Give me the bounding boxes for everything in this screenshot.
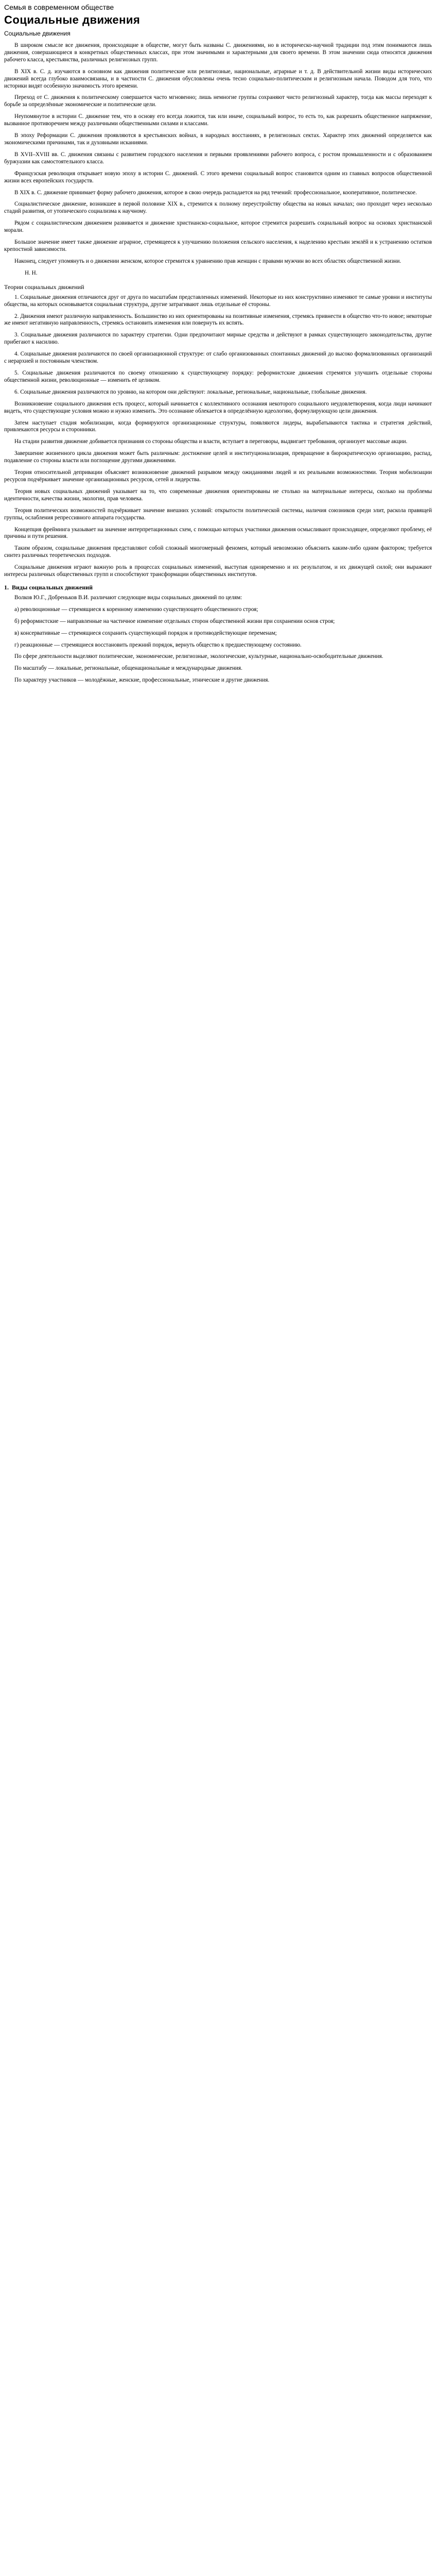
body-paragraph: В эпоху Реформации С. движения проявляются в крестьянских войнах, в народных восстаниях, в религиозных сектах. Характер этих движений определяется как экономическими причинами, так и духовными исканиями. bbox=[4, 132, 432, 146]
theory-more-paragraph: На стадии развития движение добивается признания со стороны общества и власти, вступает в переговоры, выдвигает требования, организует массовые акции. bbox=[14, 438, 408, 445]
theory-more-paragraph: Теория относительной депривации объясняет возникновение движений разрывом между ожиданиями людей и их реальными возможностями. Теория мобилизации ресурсов подчёркивает значение организационных ресурсов, сетей и лидерства. bbox=[4, 469, 432, 483]
types-heading-text: Виды социальных движений bbox=[12, 583, 93, 591]
intro-paragraph: В XIX в. С. д. изучаются в основном как движения политические или религиозные, национальные, аграрные и т. д. В действительной жизни виды исторических движений всегда глубоко взаимосвязаны, и в частности С. движения обусловлены очень тесно социально-политическим и религиозным начала. Поводом для того, что историки видят особенную значимость этого времени. bbox=[4, 68, 432, 89]
body-paragraph: Социалистическое движение, возникшее в первой половине XIX в., стремится к полному переустройству общества на новых началах; оно проходит через несколько стадий развития, от утопического социализма к научному. bbox=[4, 201, 432, 215]
types-paragraph: б) реформистские — направленные на частичное изменение отдельных сторон общественной жизни при сохранении основ строя; bbox=[14, 618, 335, 624]
site-header: Семья в современном обществе bbox=[4, 3, 114, 11]
types-paragraph: а) революционные — стремящиеся к коренному изменению существующего общественного строя; bbox=[14, 606, 258, 613]
intro-paragraph: В широком смысле все движения, происходящие в обществе, могут быть названы С. движениями, но в историческо-научной традиции под этим понимаются лишь движения, совершающиеся в конкретных общественных классах, при этом значимыми и характерными для своего времени. В этом значении сюда относятся движения рабочего класса, крестьянства, различных религиозных групп. bbox=[4, 42, 432, 63]
theory-paragraph: 5. Социальные движения различаются по своему отношению к существующему порядку: реформистские движения стремятся улучшить отдельные стороны общественной жизни, революционные — изменить её целиком. bbox=[4, 370, 432, 383]
author-signature: Н. Н. bbox=[25, 269, 38, 276]
theory-more-paragraph: Возникновение социального движения есть процесс, который начинается с коллективного осознания некоторого социального неудовлетворения, когда люди начинают видеть, что существующие условия можно и нужно изменить. Это осознание облекается в определённую идеологию, формулирующую цели движения. bbox=[4, 400, 432, 414]
body-paragraph: В XVII–XVIII вв. С. движения связаны с развитием городского населения и первыми проявлениями рабочего вопроса, с ростом промышленности и с образованием буржуазии как самостоятельного класса. bbox=[4, 151, 432, 165]
theory-paragraph: 4. Социальные движения различаются по своей организационной структуре: от слабо организованных спонтанных движений до высоко формализованных организаций с иерархией и постоянным членством. bbox=[4, 351, 432, 365]
theory-more-paragraph: Затем наступает стадия мобилизации, когда формируются организационные структуры, появляются лидеры, вырабатываются тактика и стратегия действий, привлекаются ресурсы и сторонники. bbox=[4, 419, 432, 433]
theory-more-paragraph: Теория политических возможностей подчёркивает значение внешних условий: открытости политической системы, наличия союзников среди элит, раскола правящей группы, ослабления репрессивного аппарата государства. bbox=[4, 507, 432, 521]
body-paragraph: Большое значение имеет также движение аграрное, стремящееся к улучшению положения сельского населения, к наделению крестьян землёй и к устранению остатков крепостной зависимости. bbox=[4, 239, 432, 252]
theory-more-paragraph: Завершение жизненного цикла движения может быть различным: достижение целей и институционализация, превращение в бюрократическую организацию, распад, подавление со стороны власти или поглощение другими движениями. bbox=[4, 450, 432, 464]
types-paragraph: Волков Ю.Г., Добреньков В.И. различают следующие виды социальных движений по целям: bbox=[14, 594, 242, 601]
body-paragraph: Французская революция открывает новую эпоху в истории С. движений. С этого времени социальный вопрос становится одним из главных вопросов общественной жизни всех европейских государств. bbox=[4, 170, 432, 184]
types-paragraph: По характеру участников — молодёжные, женские, профессиональные, этнические и другие движения. bbox=[14, 677, 270, 684]
types-paragraph: г) реакционные — стремящиеся восстановить прежний порядок, вернуть общество к предшествующему состоянию. bbox=[14, 641, 302, 648]
theory-more-paragraph: Теория новых социальных движений указывает на то, что современные движения ориентированы не столько на материальные интересы, сколько на проблемы идентичности, качества жизни, экологии, прав человека. bbox=[4, 488, 432, 502]
page-subtitle: Социальные движения bbox=[4, 30, 71, 37]
types-paragraph: По сфере деятельности выделяют политические, экономические, религиозные, экологические, культурные, национально-освободительные движения. bbox=[14, 653, 383, 660]
types-heading-number: 1. bbox=[4, 583, 9, 591]
page-title: Социальные движения bbox=[4, 13, 141, 26]
theory-heading: Теории социальных движений bbox=[4, 283, 84, 291]
theory-more-paragraph: Концепция фрейминга указывает на значение интерпретационных схем, с помощью которых участники движения осмысливают происходящее, определяют проблему, её причины и пути решения. bbox=[4, 526, 432, 540]
theory-paragraph: 2. Движения имеют различную направленность. Большинство из них ориентированы на позитивные изменения, стремясь привнести в общество что-то новое; некоторые же имеют негативную направленность, стремясь остановить изменения или повернуть их вспять. bbox=[4, 313, 432, 327]
types-heading bbox=[4, 584, 432, 591]
body-paragraph: Наконец, следует упомянуть и о движении женском, которое стремится к уравнению прав женщин с правами мужчин во всех областях общественной жизни. bbox=[14, 258, 402, 264]
body-paragraph: Неупомянутое в истории С. движение тем, что в основу его всегда ложится, так или иначе, социальный вопрос, то есть то, как разрешить общественное напряжение, вызванное противоречием между различными общественными силами и классами. bbox=[4, 113, 432, 127]
intro-paragraph: Переход от С. движения к политическому совершается часто мгновенно; лишь немногие группы сохраняют чисто религиозный характер, тогда как массы переходят к борьбе за определённые экономические и политические цели. bbox=[4, 94, 432, 108]
theory-more-paragraph: Таким образом, социальные движения представляют собой сложный многомерный феномен, который невозможно объяснить каким-либо одним фактором; требуется синтез различных теоретических подходов. bbox=[4, 545, 432, 559]
theory-paragraph: 3. Социальные движения различаются по характеру стратегии. Одни предпочитают мирные средства и действуют в рамках существующего законодательства, другие прибегают к насилию. bbox=[4, 332, 432, 346]
body-paragraph: Рядом с социалистическим движением развивается и движение христианско-социальное, которое стремится разрешить социальный вопрос на основах христианской морали. bbox=[4, 220, 432, 234]
types-paragraph: По масштабу — локальные, региональные, общенациональные и международные движения. bbox=[14, 665, 242, 672]
types-paragraph: в) консервативные — стремящиеся сохранить существующий порядок и противодействующие переменам; bbox=[14, 630, 277, 636]
theory-more-paragraph: Социальные движения играют важную роль в процессах социальных изменений, выступая одновременно и их результатом, и их движущей силой; они выражают интересы различных общественных групп и способствуют трансформации общественных институтов. bbox=[4, 564, 432, 578]
theory-paragraph: 1. Социальные движения отличаются друг от друга по масштабам представленных изменений. Некоторые из них конструктивно изменяют те самые уровни и институты общества, на которых основывается социальная структура, другие затрагивают лишь отдельные её стороны. bbox=[4, 294, 432, 308]
body-paragraph: В XIX в. С. движение принимает форму рабочего движения, которое в свою очередь распадается на ряд течений: профессиональное, кооперативное, политическое. bbox=[14, 189, 417, 196]
theory-paragraph: 6. Социальные движения различаются по уровню, на котором они действуют: локальные, региональные, национальные, глобальные движения. bbox=[14, 388, 367, 395]
